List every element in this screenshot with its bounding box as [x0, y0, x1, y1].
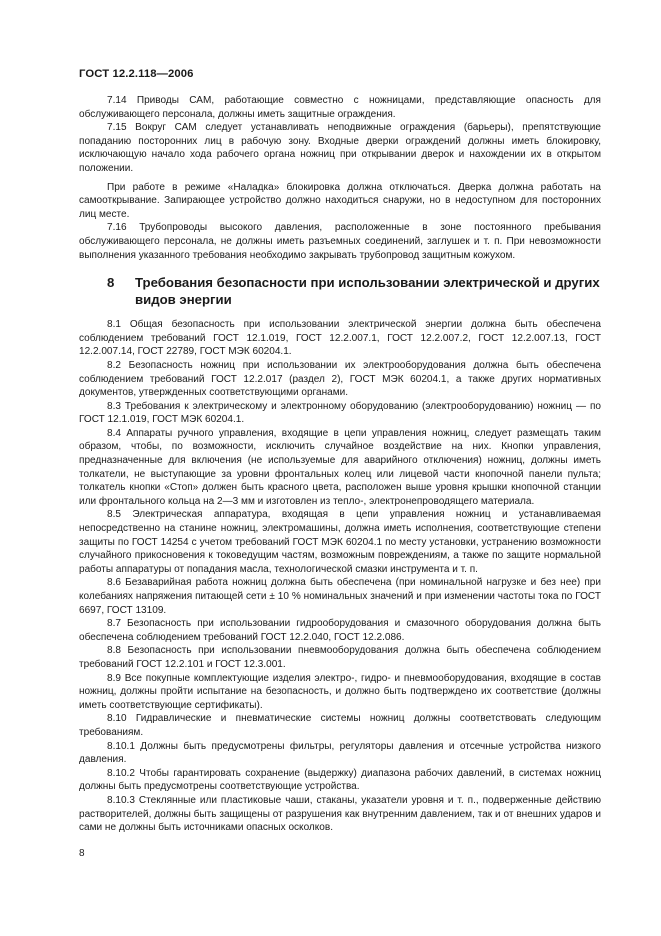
- paragraph-7-16: 7.16 Трубопроводы высокого давления, расположенные в зоне постоянного пребывания обслуживающего персонала, не должны иметь разъемных соединений, заглушек и т. п. При невозможности выполнения указанного требования необходимо закрывать трубопровод защитным кожухом.: [79, 222, 601, 261]
- paragraph-8-10-3: 8.10.3 Стеклянные или пластиковые чаши, стаканы, указатели уровня и т. п., подверженные действию растворителей, должны быть защищены от разрушения как внутренним давлением, так и от внешних ударов и сами не должны быть источниками опасных осколков.: [79, 794, 601, 834]
- paragraph-8-3: 8.3 Требования к электрическому и электронному оборудованию (электрооборудованию) ножниц — по ГОСТ 12.1.019, ГОСТ МЭК 60204.1.: [79, 400, 601, 426]
- paragraph-8-10-1: 8.10.1 Должны быть предусмотрены фильтры, регуляторы давления и отсечные устройства низкого давления.: [79, 740, 601, 766]
- paragraph-8-10: 8.10 Гидравлические и пневматические системы ножниц должны соответствовать следующим требованиям.: [79, 713, 601, 738]
- paragraph-7-14: 7.14 Приводы САМ, работающие совместно с ножницами, представляющие опасность для обслуживающего персонала, должны иметь защитные ограждения.: [79, 95, 601, 120]
- paragraph-8-9: 8.9 Все покупные комплектующие изделия электро-, гидро- и пневмооборудования, входящие в состав ножниц, должны пройти испытание на безопасность, и должно быть подтверждено их соответствие (должны иметь соответствующие сертификаты).: [79, 672, 601, 711]
- paragraph-8-8: 8.8 Безопасность при использовании пневмооборудования должна быть обеспечена соблюдением требований ГОСТ 12.2.101 и ГОСТ 12.3.001.: [79, 645, 601, 670]
- section-heading: [79, 274, 601, 308]
- paragraph-7-15-naladka: При работе в режиме «Наладка» блокировка должна отключаться. Дверка должна работать на самооткрывание. Запирающее устройство должно находиться снаружи, но в недоступном для посторонних лиц месте.: [79, 181, 601, 220]
- paragraph-8-4: 8.4 Аппараты ручного управления, входящие в цепи управления ножниц, следует размещать таким образом, чтобы, по возможности, исключить случайное воздействие на них. Кнопки управления, предназначенные для включения (не используемые для аварийного отключения) ножниц, должны иметь толкатели, не выступающие за уровни фронтальных колец или лицевой части кнопочной панели пульта; толкатель кнопки «Стоп» должен быть красного цвета, расположен выше уровня крышки кнопочной станции или фронтального кольца на 2—3 мм и изготовлен из тепло-, электронепроводящего материала.: [79, 427, 601, 507]
- paragraph-8-7: 8.7 Безопасность при использовании гидрооборудования и смазочного оборудования должна быть обеспечена соблюдением требований ГОСТ 12.2.040, ГОСТ 12.2.086.: [79, 618, 601, 643]
- section-title: Требования безопасности при использовании электрической и других видов энергии: [135, 275, 600, 308]
- section-number: 8: [107, 275, 115, 291]
- paragraph-8-5: 8.5 Электрическая аппаратура, входящая в цепи управления ножниц и устанавливаемая непосредственно на станине ножниц, электромашины, должна иметь исполнения, соответствующие степени защиты по ГОСТ 14254 с учетом требований ГОСТ МЭК 60204.1 по месту установки, устранению возможности случайного прикосновения к токоведущим частям, возможным повреждениям, а также по защите нормальной работы аппаратуры от попадания масла, технологической смазки инструмента и т. п.: [79, 509, 601, 575]
- paragraph-8-1: 8.1 Общая безопасность при использовании электрической энергии должна быть обеспечена соблюдением требований ГОСТ 12.1.019, ГОСТ 12.2.007.1, ГОСТ 12.2.007.2, ГОСТ 12.2.007.13, ГОСТ 12.2.007.14, ГОСТ 22789, ГОСТ МЭК 60204.1.: [79, 319, 601, 358]
- paragraph-8-2: 8.2 Безопасность ножниц при использовании их электрооборудования должна быть обеспечена соблюдением требований ГОСТ 12.2.017 (раздел 2), ГОСТ МЭК 60204.1, а также других нормативных документов, утвержденных соответствующими органами.: [79, 359, 601, 399]
- document-header: ГОСТ 12.2.118—2006: [79, 68, 194, 80]
- document-body: [79, 94, 601, 835]
- paragraph-8-6: 8.6 Безаварийная работа ножниц должна быть обеспечена (при номинальной нагрузке и без нее) при колебаниях напряжения питающей сети ± 10 % номинальных значений и при изменении частоты тока по ГОСТ 6697, ГОСТ 13109.: [79, 577, 601, 616]
- paragraph-8-10-2: 8.10.2 Чтобы гарантировать сохранение (выдержку) диапазона рабочих давлений, в системах ножниц должны быть предусмотрены соответствующие устройства.: [79, 767, 601, 793]
- paragraph-7-15: 7.15 Вокруг САМ следует устанавливать неподвижные ограждения (барьеры), препятствующие попаданию посторонних лиц в рабочую зону. Входные дверки ограждений должны иметь блокировку, исключающую начало хода рабочего органа ножниц при открывании дверок и нахождении их в открытом положении.: [79, 122, 601, 174]
- page-number: 8: [79, 848, 85, 859]
